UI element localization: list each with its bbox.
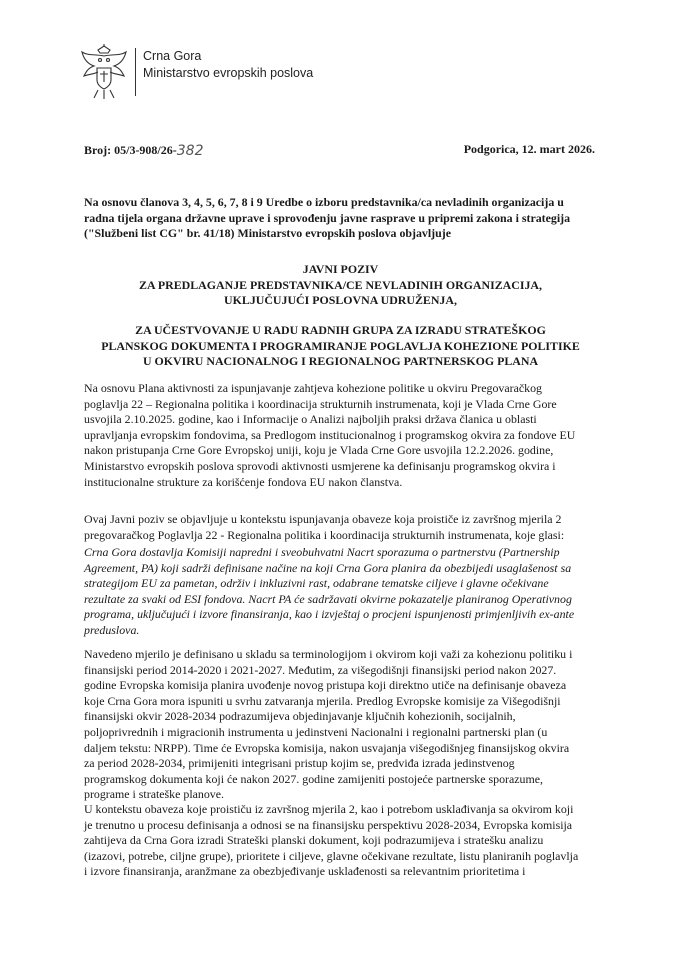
legal-basis-paragraph bbox=[84, 195, 597, 242]
text-line: U kontekstu obaveza koje proističu iz završnog mjerila 2, kao i potrebom usklađivanja sa okvirom koji bbox=[84, 802, 574, 816]
text-line: nakon pristupanja Crne Gore Evropskoj uniji, koju je Vlada Crne Gore usvojila 12.2.2026. godine, bbox=[84, 443, 554, 458]
text-line: zahtijeva da Crna Gora izradi Strateški planski dokument, koji podrazumijeva i stratešku analizu bbox=[84, 833, 544, 848]
text-line: Na osnovu članova 3, 4, 5, 6, 7, 8 i 9 Uredbe o izboru predstavnika/ca nevladinih organizacija u bbox=[84, 195, 564, 209]
text-line: finansijski period 2014-2020 i 2021-2027. Međutim, za višegodišnji finansijski period nakon 2027. bbox=[84, 662, 557, 677]
document-date: Podgorica, 12. mart 2026. bbox=[463, 142, 595, 156]
subtitle-line: U OKVIRU NACIONALNOG I REGIONALNOG PARTNERSKOG PLANA bbox=[142, 354, 539, 369]
text-line: Crna Gora dostavlja Komisiji napredni i sveobuhvatni Nacrt sporazuma o partnerstvu (Partnership bbox=[84, 545, 560, 559]
montenegro-coat-of-arms-icon bbox=[78, 44, 130, 100]
call-title bbox=[84, 262, 597, 309]
text-line: finansijski okvir 2028-2034 podrazumijeva objedinjavanje ključnih kohezionih, socijalnih, bbox=[84, 709, 516, 724]
call-subtitle bbox=[84, 323, 597, 370]
text-line: Ovaj Javni poziv se objavljuje u kontekstu ispunjavanja obaveze koja proističe iz završnog mjerila 2 bbox=[84, 512, 562, 526]
subtitle-line: PLANSKOG DOKUMENTA I PROGRAMIRANJE POGLAVLJA KOHEZIONE POLITIKE bbox=[101, 338, 580, 353]
institution-name bbox=[143, 48, 313, 82]
title-line: JAVNI POZIV bbox=[302, 262, 379, 276]
text-line: poljoprivrednih i migracionih instrumenta u jedinstveni Nacionalni i regionalni partnerski plan (u bbox=[84, 724, 548, 739]
text-line: preduslova. bbox=[84, 622, 140, 637]
text-line: je trenutno u procesu definisanja a odnosi se na finansijsku perspektivu 2028-2034, Evropska komisija bbox=[84, 817, 573, 832]
reference-number bbox=[84, 142, 204, 158]
text-line: i izvore finansiranja, aranžmane za obezbjeđivanje usklađenosti sa relevantnim prioritetima i bbox=[84, 864, 526, 879]
text-line: upravljanja evropskim fondovima, sa Predlogom institucionalnog i programskog okvira za fondove EU bbox=[84, 427, 576, 442]
text-line: (izazovi, potrebe, ciljne grupe), prioritete i ciljeve, glavne očekivane rezultate, listu planiranih poglavlja bbox=[84, 848, 579, 863]
body-paragraph-2 bbox=[84, 512, 597, 543]
text-line: radna tijela organa državne uprave i sprovođenju javne rasprave u pripremi zakona i strategija bbox=[84, 210, 571, 225]
text-line: za period 2028-2034, primijeniti integrisani pristup kojim se, predviđa izrada jedinstvenog bbox=[84, 756, 515, 771]
reference-number-handwritten: 382 bbox=[176, 143, 204, 159]
title-line: UKLJUČUJUĆI POSLOVNA UDRUŽENJA, bbox=[224, 293, 457, 308]
text-line: usvojila 2.10.2025. godine, kao i Informacije o Analizi najboljih praksi država članica u oblasti bbox=[84, 412, 537, 427]
subtitle-line: ZA UČESTVOVANJE U RADU RADNIH GRUPA ZA IZRADU STRATEŠKOG bbox=[135, 323, 546, 337]
ministry-name: Ministarstvo evropskih poslova bbox=[143, 66, 314, 80]
text-line: programe i strateške planove. bbox=[84, 787, 224, 802]
body-paragraph-3 bbox=[84, 647, 597, 803]
text-line: Navedeno mjerilo je definisano u skladu sa terminologijom i okvirom koji važi za kohezionu politiku i bbox=[84, 647, 573, 661]
text-line: programskog dokumenta koji će nakon 2027. godine zamijeniti postojeće partnerske sporazume, bbox=[84, 771, 543, 786]
text-line: Ministarstvo evropskih poslova sprovodi aktivnosti usmjerene ka definisanju programskog okvira i bbox=[84, 458, 556, 473]
text-line: koje Crna Gora mora ispuniti u svrhu zatvaranja mjerila. Predlog Evropske komisije za Višegodišnji bbox=[84, 693, 561, 708]
text-line: daljem tekstu: NRPP). Time će Evropska komisija, nakon usvajanja višegodišnjeg finansijskog okvira bbox=[84, 740, 570, 755]
country-name: Crna Gora bbox=[143, 49, 202, 63]
text-line: institucionalne strukture za korišćenje fondova EU nakon članstva. bbox=[84, 474, 403, 489]
body-paragraph-1 bbox=[84, 381, 597, 490]
text-line: poglavlja 22 – Regionalna politika i koordinacija strukturnih instrumenata, koji je Vlada Crne Gore bbox=[84, 396, 557, 411]
text-line: strategijom EU za pametan, održiv i inkluzivni rast, odabrane tematske ciljeve i glavne očekivane bbox=[84, 576, 549, 591]
text-line: Agreement, PA) koji sadrži definisane načine na koji Crna Gora planira da obezbijedi usaglašenost sa bbox=[84, 560, 572, 575]
title-line: ZA PREDLAGANJE PREDSTAVNIKA/CE NEVLADINIH ORGANIZACIJA, bbox=[139, 277, 542, 292]
quoted-benchmark bbox=[84, 545, 597, 639]
text-line: rezultate za svaki od ESI fondova. Nacrt PA će sadržavati okvirne pokazatelje planiranog Operativnog bbox=[84, 591, 572, 606]
text-line: Na osnovu Plana aktivnosti za ispunjavanje zahtjeva kohezione politike u okviru Pregovaračkog bbox=[84, 381, 542, 395]
header-divider bbox=[135, 48, 136, 96]
body-paragraph-4 bbox=[84, 802, 597, 880]
reference-number-label: Broj: 05/3-908/26- bbox=[84, 143, 177, 157]
text-line: programa, uključujući i izvore finansiranja, kao i izvještaj o procjeni ispunjenosti primjenljivih ex-ante bbox=[84, 607, 575, 622]
text-line: pregovaračkog Poglavlja 22 - Regionalna politika i koordinacija strukturnih instrumenata, koje glasi: bbox=[84, 527, 565, 542]
text-line: godine Evropska komisija planira uvođenje novog pristupa koji direktno utiče na definisanje obaveza bbox=[84, 678, 567, 693]
text-line: ("Službeni list CG" br. 41/18) Ministarstvo evropskih poslova objavljuje bbox=[84, 226, 451, 241]
